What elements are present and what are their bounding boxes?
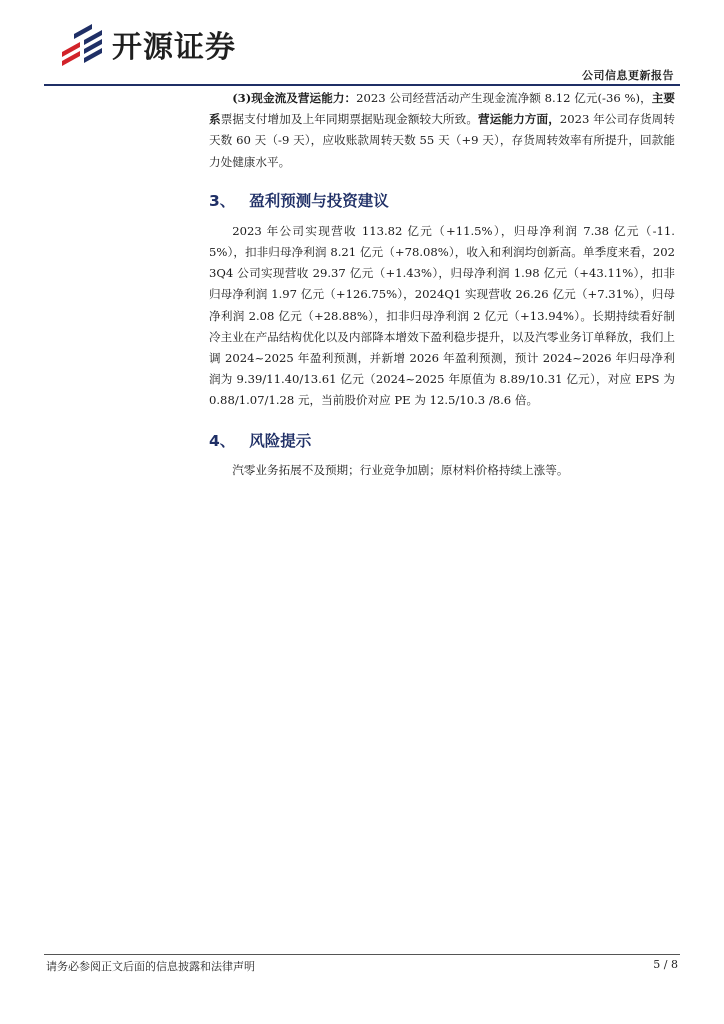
cashflow-label: (3)现金流及营运能力： [232, 91, 357, 105]
section-3-number: 3、 [209, 191, 236, 210]
cashflow-text-1: 2023 公司经营活动产生现金流净额 8.12 亿元(-36 %)， [356, 91, 652, 105]
footer-disclaimer: 请务必参阅正文后面的信息披露和法律声明 [46, 960, 255, 973]
page-number: 5 / 8 [653, 958, 678, 971]
section-4-paragraph: 汽零业务拓展不及预期；行业竞争加剧；原材料价格持续上涨等。 [232, 462, 569, 477]
section-4-title: 风险提示 [249, 431, 312, 450]
section-4-heading [209, 429, 675, 451]
brand-logo [58, 22, 236, 66]
cashflow-reason-label: 主要系 [209, 91, 675, 127]
cashflow-text-3: 2023 年公司存货周转天数 60 天（-9 天），应收账款周转天数 55 天（+9 天），存货周转效率有所提升，回款能力处健康水平。 [209, 112, 675, 169]
section-3-heading [209, 189, 675, 211]
footer-divider [44, 954, 680, 955]
brand-mark-icon [58, 22, 104, 66]
section-3-paragraph: 2023 年公司实现营收 113.82 亿元（+11.5%），归母净利润 7.38 亿元（-11.5%），扣非归母净利润 8.21 亿元（+78.08%），收入和利润均创新高。单季度来看，2023Q4 公司实现营收 29.37 亿元（+1.43%），归母净利润 1.98 亿元（+43.11%），扣非归母净利润 1.97 亿元（+126.75%），2024Q1 实现营收 26.26 亿元（+7.31%），归母净利润 2.08 亿元（+28.88%），扣非归母净利润 2 亿元（+13.94%）。长期持续看好制冷主业在产品结构优化以及内部降本增效下盈利稳步提升，以及汽零业务订单释放，我们上调 2024~2025 年盈利预测，并新增 2026 年盈利预测，预计 2024~2026 年归母净利润为 9.39/11.40/13.61 亿元（2024~2025 年原值为 8.89/10.31 亿元），对应 EPS 为 0.88/1.07/1.28 元，当前股价对应 PE 为 12.5/10.3 /8.6 倍。 [209, 223, 675, 408]
section-4-number: 4、 [209, 431, 236, 450]
section-3-title: 盈利预测与投资建议 [249, 191, 389, 210]
report-type-label: 公司信息更新报告 [582, 69, 674, 82]
header-divider [44, 84, 680, 86]
cashflow-paragraph [209, 88, 675, 173]
brand-name: 开源证券 [112, 30, 236, 65]
cashflow-text-2: 票据支付增加及上年同期票据贴现金额较大所致。 [220, 112, 479, 127]
main-content [209, 88, 675, 481]
operating-ability-label: 营运能力方面， [478, 112, 560, 127]
